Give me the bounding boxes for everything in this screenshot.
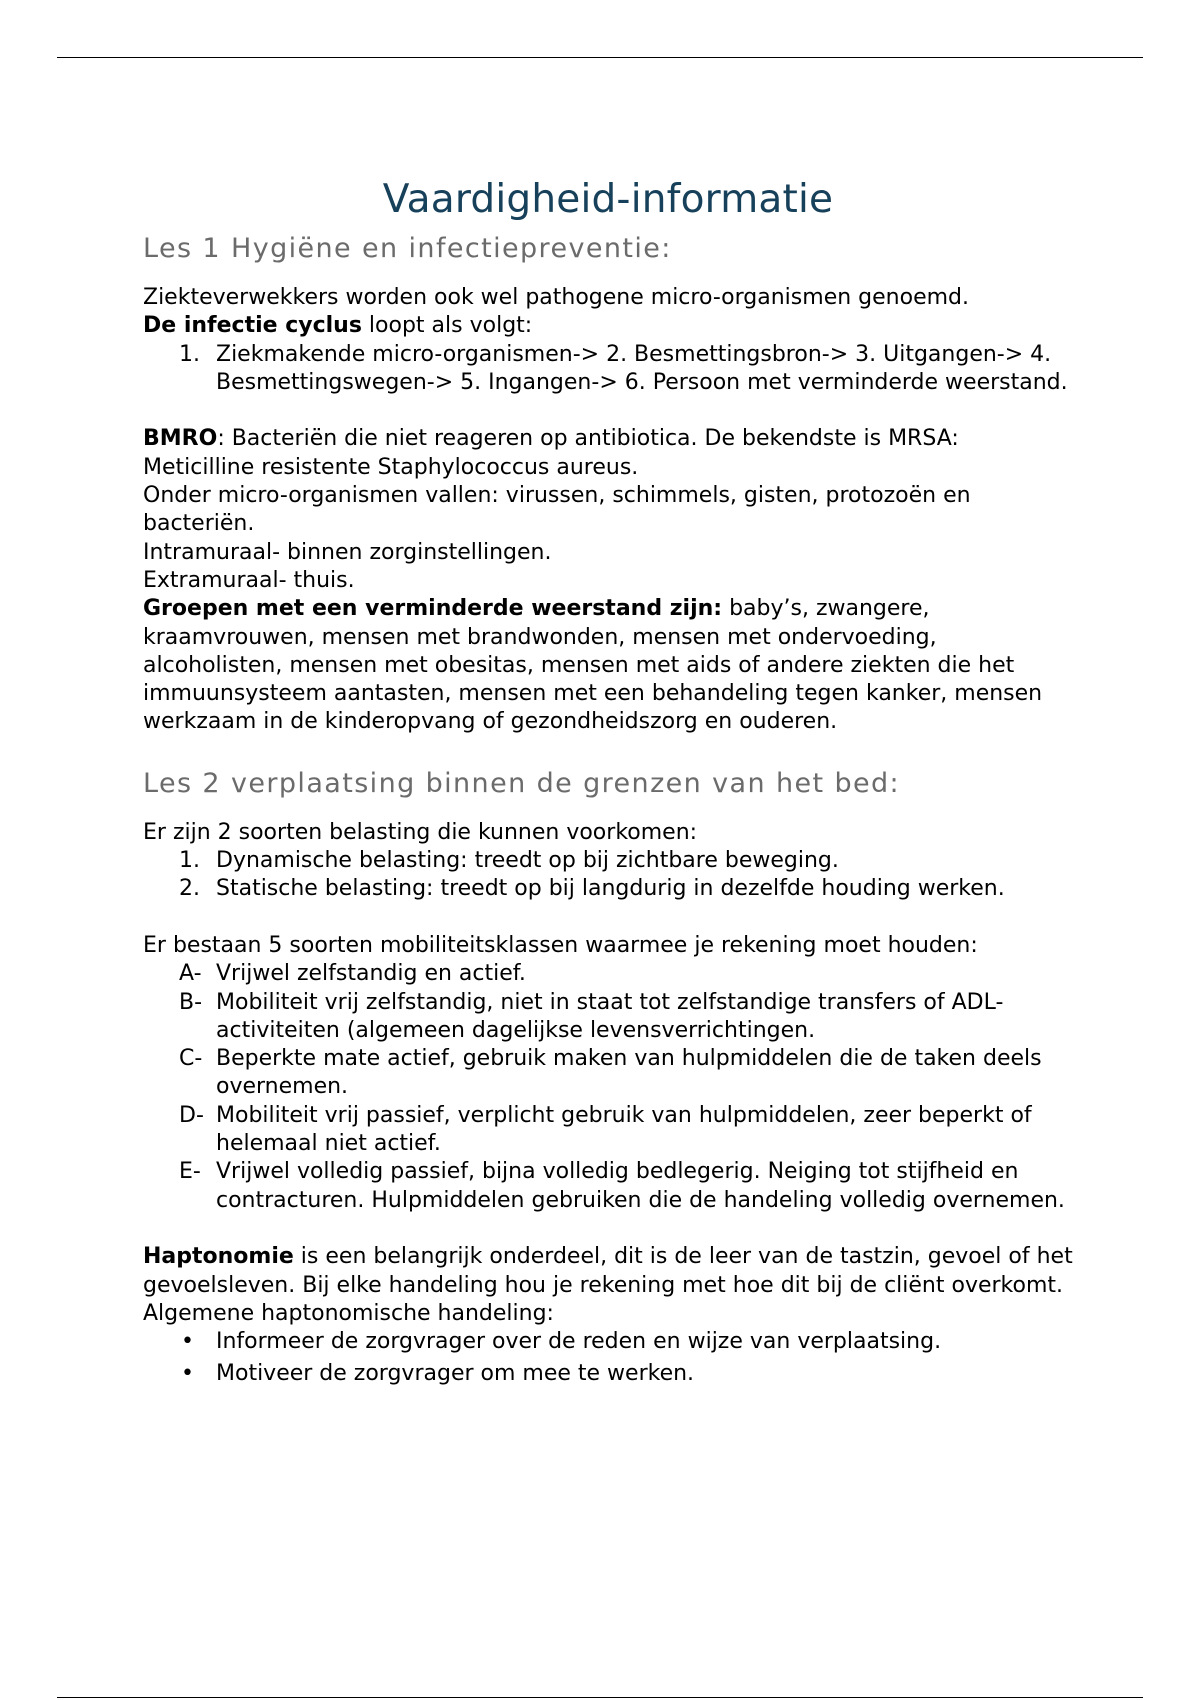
list-item bbox=[143, 960, 1073, 988]
list-item bbox=[143, 1158, 1073, 1215]
document-title: Vaardigheid-informatie bbox=[382, 177, 834, 222]
paragraph-bmro bbox=[143, 425, 1073, 482]
list-item bbox=[143, 1102, 1073, 1159]
paragraph-intramuraal: Intramuraal- binnen zorginstellingen. bbox=[143, 539, 552, 565]
list-item-text: Dynamische belasting: treedt op bij zichtbare beweging. bbox=[216, 848, 839, 874]
list-marker: C- bbox=[179, 1046, 203, 1072]
list-marker: A- bbox=[179, 961, 202, 987]
paragraph-extramuraal: Extramuraal- thuis. bbox=[143, 567, 355, 593]
list-item-text: Informeer de zorgvrager over de reden en wijze van verplaatsing. bbox=[216, 1329, 942, 1355]
bullet-icon: • bbox=[181, 1329, 194, 1355]
list-item-text: Mobiliteit vrij passief, verplicht gebruik van hulpmiddelen, zeer beperkt of helemaal niet actief. bbox=[216, 1102, 1032, 1157]
bold-term-bmro: BMRO bbox=[143, 426, 218, 452]
list-marker: E- bbox=[179, 1159, 201, 1185]
list-item-text: Motiveer de zorgvrager om mee te werken. bbox=[216, 1360, 695, 1386]
list-item bbox=[143, 1360, 1073, 1388]
blank-line bbox=[143, 904, 1073, 932]
list-item bbox=[143, 875, 1073, 903]
blank-line bbox=[143, 397, 1073, 425]
list-item-text: Vrijwel volledig passief, bijna volledig bedlegerig. Neiging tot stijfheid en contracturen. Hulpmiddelen gebruiken die de handeling volledig overnemen. bbox=[216, 1159, 1065, 1213]
bold-term-infectie-cyclus: De infectie cyclus bbox=[143, 313, 362, 339]
list-marker: B- bbox=[179, 989, 203, 1015]
list-marker: D- bbox=[179, 1102, 204, 1128]
blank-line bbox=[143, 1215, 1073, 1243]
list-item bbox=[143, 1045, 1073, 1102]
list-marker: 1. bbox=[179, 341, 200, 367]
list-marker: 1. bbox=[179, 848, 200, 874]
section-heading-les-2: Les 2 verplaatsing binnen de grenzen van het bed: bbox=[143, 767, 901, 799]
list-item-text: Vrijwel zelfstandig en actief. bbox=[216, 961, 526, 987]
text-bmro-rest: : Bacteriën die niet reageren op antibiotica. De bekendste is MRSA: Meticilline resistente Staphylococcus aureus. bbox=[143, 426, 959, 480]
bold-term-haptonomie: Haptonomie bbox=[143, 1244, 294, 1270]
text-cyclus-rest: loopt als volgt: bbox=[361, 313, 533, 339]
infectie-cyclus-list bbox=[143, 341, 1073, 398]
list-item bbox=[143, 341, 1073, 398]
haptonomie-list bbox=[143, 1328, 1073, 1388]
belasting-list bbox=[143, 847, 1073, 904]
list-item bbox=[143, 847, 1073, 875]
paragraph-infectie-cyclus bbox=[143, 312, 1073, 340]
list-marker: 2. bbox=[179, 876, 200, 902]
text-haptonomie-rest: is een belangrijk onderdeel, dit is de leer van de tastzin, gevoel of het gevoelsleven. Bij elke handeling hou je rekening met hoe dit bij de cliënt overkomt. Algemene haptonomische handeling: bbox=[143, 1244, 1073, 1326]
list-item bbox=[143, 1328, 1073, 1356]
section-heading-les-1: Les 1 Hygiëne en infectiepreventie: bbox=[143, 233, 672, 264]
document-body bbox=[143, 175, 1073, 1392]
paragraph-intro: Ziekteverwekkers worden ook wel pathogene micro-organismen genoemd. bbox=[143, 285, 969, 310]
paragraph-belasting-intro: Er zijn 2 soorten belasting die kunnen voorkomen: bbox=[143, 819, 698, 845]
mobiliteitsklassen-list bbox=[143, 960, 1073, 1215]
list-item-text: Mobiliteit vrij zelfstandig, niet in staat tot zelfstandige transfers of ADL-activiteiten (algemeen dagelijkse levensverrichtingen. bbox=[216, 989, 1004, 1043]
bullet-icon: • bbox=[181, 1360, 194, 1386]
footer-rule bbox=[57, 1697, 1143, 1698]
paragraph-haptonomie bbox=[143, 1243, 1073, 1328]
list-item-text: Ziekmakende micro-organismen-> 2. Besmettingsbron-> 3. Uitgangen-> 4. Besmettingswegen-> 5. Ingangen-> 6. Persoon met verminderde weerstand. bbox=[216, 341, 1068, 395]
list-item-text: Statische belasting: treedt op bij langdurig in dezelfde houding werken. bbox=[216, 876, 1005, 902]
paragraph-micro-organismen: Onder micro-organismen vallen: virussen, schimmels, gisten, protozoën en bacteriën. bbox=[143, 483, 971, 537]
text-groepen-rest: baby’s, zwangere, kraamvrouwen, mensen met brandwonden, mensen met ondervoeding, alcoholisten, mensen met obesitas, mensen met aids of andere ziekten die het immuunsysteem aantasten, mensen met een behandeling tegen kanker, mensen werkzaam in de kinderopvang of gezondheidszorg en ouderen. bbox=[143, 596, 1043, 735]
paragraph-mobiliteit-intro: Er bestaan 5 soorten mobiliteitsklassen waarmee je rekening moet houden: bbox=[143, 932, 978, 958]
bold-term-groepen: Groepen met een verminderde weerstand zijn: bbox=[143, 596, 723, 622]
paragraph-groepen bbox=[143, 595, 1073, 736]
list-item bbox=[143, 989, 1073, 1046]
list-item-text: Beperkte mate actief, gebruik maken van hulpmiddelen die de taken deels overnemen. bbox=[216, 1046, 1042, 1100]
header-rule bbox=[57, 57, 1143, 58]
